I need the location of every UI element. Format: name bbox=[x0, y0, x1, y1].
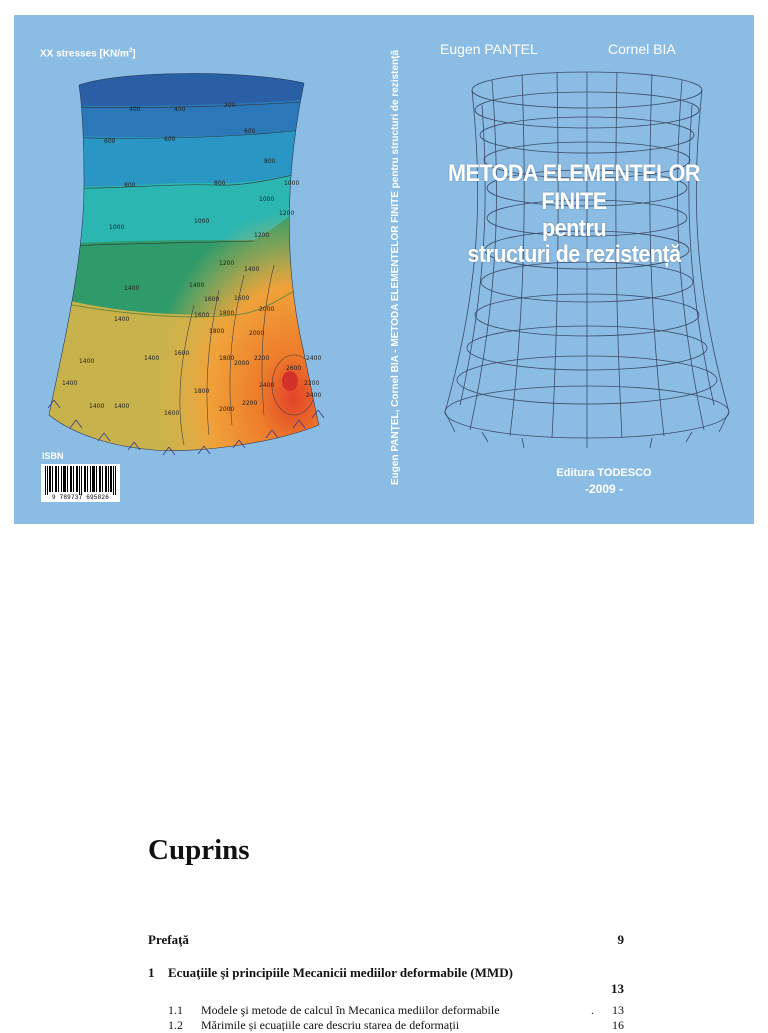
title-line-1: METODA ELEMENTELOR FINITE bbox=[448, 160, 700, 215]
toc-entry-title: Mărimile și ecuațiile care descriu starea de deformații bbox=[201, 1018, 460, 1032]
isbn-label: ISBN bbox=[42, 451, 64, 461]
svg-text:1000: 1000 bbox=[194, 218, 210, 225]
author-1: Eugen PANȚEL bbox=[440, 41, 538, 57]
barcode bbox=[41, 464, 120, 502]
toc-chapter-number: 1 bbox=[148, 965, 155, 980]
toc-heading: Cuprins bbox=[148, 834, 250, 866]
publisher: Editura TODESCO bbox=[556, 467, 652, 479]
toc-section-number: 1.2 bbox=[168, 1018, 183, 1032]
toc-leader-dot: . bbox=[591, 1003, 594, 1017]
svg-text:600: 600 bbox=[164, 136, 176, 143]
book-title bbox=[404, 160, 744, 268]
svg-text:1400: 1400 bbox=[114, 316, 130, 323]
svg-text:1800: 1800 bbox=[219, 310, 235, 317]
title-line-3: structuri de rezistență bbox=[467, 241, 681, 268]
svg-text:1000: 1000 bbox=[109, 224, 125, 231]
svg-text:2000: 2000 bbox=[234, 360, 250, 367]
stress-contour-illustration bbox=[14, 15, 384, 524]
book-cover bbox=[14, 15, 754, 524]
stress-legend-label: XX stresses $[KN/m^2]$ bbox=[40, 48, 136, 60]
svg-text:2400: 2400 bbox=[306, 355, 322, 362]
svg-text:2200: 2200 bbox=[254, 355, 270, 362]
svg-text:1000: 1000 bbox=[284, 180, 300, 187]
svg-text:1200: 1200 bbox=[254, 232, 270, 239]
title-line-2: pentru bbox=[542, 215, 606, 242]
svg-text:600: 600 bbox=[244, 128, 256, 135]
spine-text: Eugen PANȚEL, Cornel BIA - METODA ELEMENTELOR FINITE pentru structuri de rezistență bbox=[390, 49, 401, 485]
toc-entry-page: 16 bbox=[612, 1018, 624, 1032]
svg-text:1000: 1000 bbox=[259, 196, 275, 203]
svg-text:2000: 2000 bbox=[249, 330, 265, 337]
svg-text:600: 600 bbox=[104, 138, 116, 145]
svg-text:1400: 1400 bbox=[114, 403, 130, 410]
svg-text:1800: 1800 bbox=[219, 355, 235, 362]
svg-text:1600: 1600 bbox=[164, 410, 180, 417]
toc-entry-title: Ecuaţiile şi principiile Mecanicii mediilor deformabile (MMD) bbox=[168, 965, 513, 980]
toc-entry-page: 9 bbox=[617, 932, 624, 947]
toc-entry-title: Prefaţă bbox=[148, 932, 189, 947]
svg-text:1600: 1600 bbox=[204, 296, 220, 303]
svg-text:1400: 1400 bbox=[62, 380, 78, 387]
svg-text:800: 800 bbox=[124, 182, 136, 189]
svg-text:2200: 2200 bbox=[242, 400, 258, 407]
svg-text:1600: 1600 bbox=[174, 350, 190, 357]
toc-entry-title: Modele şi metode de calcul în Mecanica mediilor deformabile bbox=[201, 1003, 500, 1017]
barcode-digits: 9 789737 695826 bbox=[51, 494, 109, 501]
svg-text:1600: 1600 bbox=[234, 295, 250, 302]
svg-text:200: 200 bbox=[224, 102, 236, 109]
svg-text:2600: 2600 bbox=[286, 365, 302, 372]
wireframe-tower-illustration bbox=[422, 60, 752, 480]
publication-year: -2009 - bbox=[584, 482, 624, 496]
svg-text:1400: 1400 bbox=[79, 358, 95, 365]
svg-text:400: 400 bbox=[174, 106, 186, 113]
toc-entry-chapter-1[interactable] bbox=[148, 965, 624, 996]
toc-section-number: 1.1 bbox=[168, 1003, 183, 1017]
toc-entry-page: 13 bbox=[611, 981, 624, 996]
svg-text:2400: 2400 bbox=[306, 392, 322, 399]
toc-entry-preface[interactable] bbox=[148, 932, 624, 948]
svg-text:1400: 1400 bbox=[244, 266, 260, 273]
svg-text:2200: 2200 bbox=[304, 380, 320, 387]
svg-text:1200: 1200 bbox=[219, 260, 235, 267]
svg-text:1400: 1400 bbox=[124, 285, 140, 292]
svg-text:800: 800 bbox=[214, 180, 226, 187]
svg-text:1800: 1800 bbox=[209, 328, 225, 335]
svg-text:1800: 1800 bbox=[194, 388, 210, 395]
svg-text:2000: 2000 bbox=[219, 406, 235, 413]
svg-text:400: 400 bbox=[129, 106, 141, 113]
author-2: Cornel BIA bbox=[608, 41, 676, 57]
svg-text:1400: 1400 bbox=[89, 403, 105, 410]
svg-text:1600: 1600 bbox=[194, 312, 210, 319]
toc-entry-page: 13 bbox=[612, 1003, 624, 1017]
svg-text:1200: 1200 bbox=[279, 210, 295, 217]
svg-text:2000: 2000 bbox=[259, 306, 275, 313]
svg-text:2400: 2400 bbox=[259, 382, 275, 389]
svg-text:800: 800 bbox=[264, 158, 276, 165]
svg-text:1400: 1400 bbox=[144, 355, 160, 362]
svg-text:1400: 1400 bbox=[189, 282, 205, 289]
